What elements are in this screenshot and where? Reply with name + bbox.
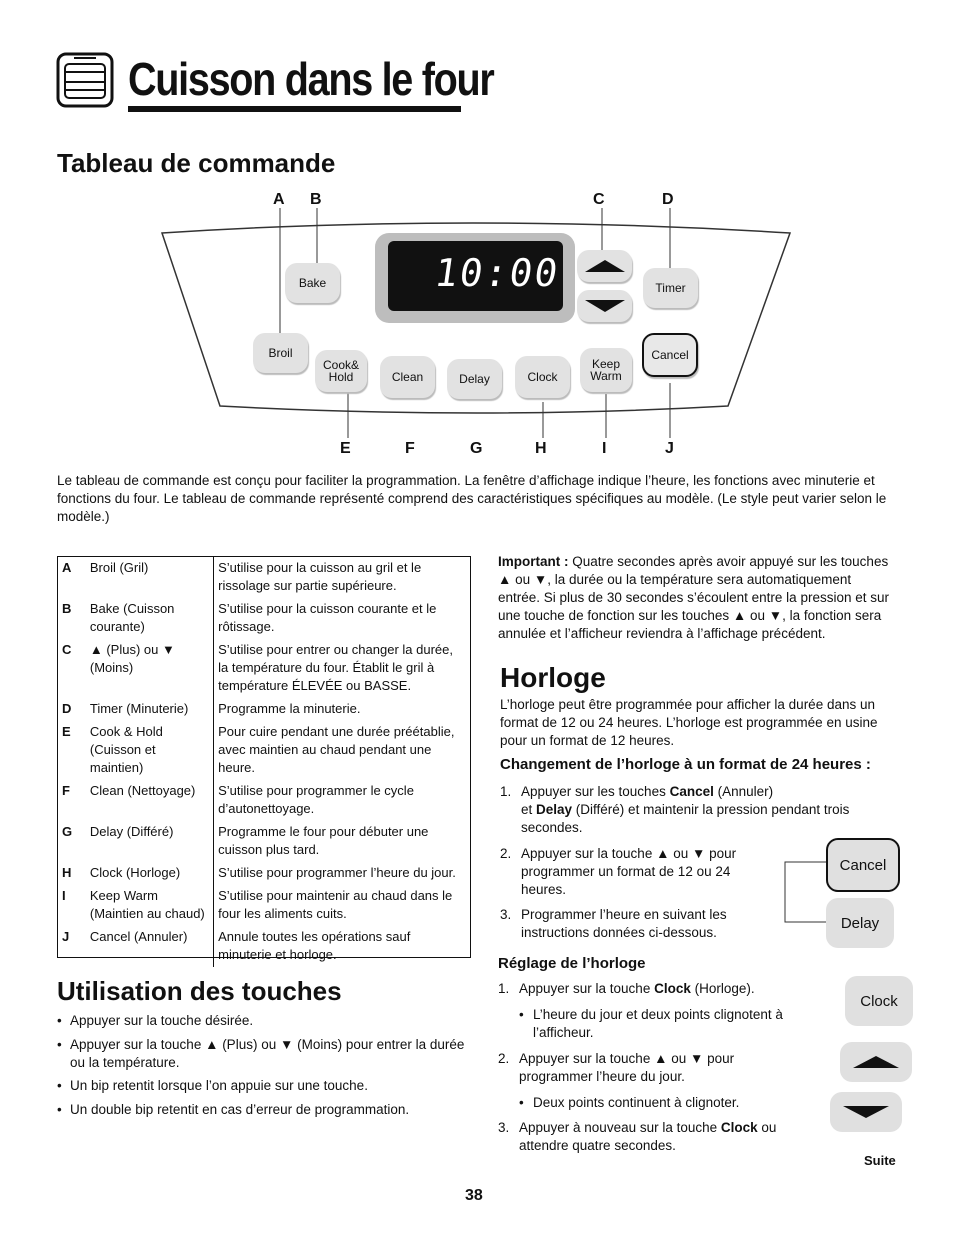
row-name: Timer (Minuterie)	[86, 698, 214, 721]
usage-heading: Utilisation des touches	[57, 976, 342, 1006]
step-number: 3.	[500, 907, 512, 922]
usage-bullet: •	[57, 1102, 62, 1117]
down-arrow-button[interactable]	[577, 290, 632, 322]
row-key: J	[62, 929, 70, 944]
label-j: J	[665, 440, 674, 457]
subheading-reglage: Réglage de l’horloge	[498, 955, 646, 972]
up-arrow-icon	[853, 1056, 899, 1068]
delay-keyword: Delay	[536, 802, 573, 817]
row-description: Programme la minuterie.	[218, 701, 361, 716]
table-row	[58, 885, 470, 926]
row-key: C	[62, 642, 72, 657]
panel-heading: Tableau de commande	[57, 148, 336, 178]
row-name: Cancel (Annuler)	[86, 926, 214, 967]
clock-button[interactable]: Clock	[515, 356, 570, 398]
table-row	[58, 862, 470, 885]
up-arrow-button[interactable]	[577, 250, 632, 282]
horloge-heading: Horloge	[500, 662, 606, 693]
clock-keyword: Clock	[654, 981, 691, 996]
keep-warm-button[interactable]: Keep Warm	[580, 348, 632, 392]
row-name: Cook & Hold (Cuisson et maintien)	[86, 721, 214, 780]
step-text-part: et	[521, 802, 537, 817]
important-text: Quatre secondes après avoir appuyé sur les touches ▲ ou ▼, la durée ou la température sera automatiquement entrée. Si plus de 30 secondes s’écoulent entre la pression et sur une touche de fonction sur les touches ▲ ou ▼, la fonction sera annulée et l’afficheur reviendra à l’affichage précédent.	[498, 554, 889, 641]
step-text-part: (Horloge).	[690, 981, 755, 996]
step-text: Appuyer sur la touche ▲ ou ▼ pour programmer un format de 12 ou 24 heures.	[521, 846, 737, 897]
usage-bullet: •	[57, 1037, 62, 1052]
bake-button[interactable]: Bake	[285, 263, 340, 303]
up-arrow-icon	[585, 260, 625, 272]
step-text-part: Appuyer à nouveau sur la touche	[519, 1120, 721, 1135]
cancel-keyword: Cancel	[669, 784, 714, 799]
subheading-24h: Changement de l’horloge à un format de 24 heures :	[500, 756, 871, 773]
timer-button[interactable]: Timer	[643, 268, 698, 308]
clock-keyword: Clock	[720, 1120, 758, 1135]
row-key: E	[62, 724, 71, 739]
important-label: Important :	[498, 554, 569, 569]
row-description: S’utilise pour la cuisson courante et le rôtissage.	[218, 601, 437, 634]
label-c: C	[593, 191, 605, 208]
step-text	[519, 980, 819, 998]
cancel-side-button[interactable]: Cancel	[826, 838, 900, 892]
row-name: Broil (Gril)	[86, 557, 214, 598]
controls-table-body	[58, 557, 470, 967]
row-key: I	[62, 888, 66, 903]
sub-bullet-text: L’heure du jour et deux points clignotent à l’afficheur.	[533, 1007, 783, 1040]
sub-bullet-text: Deux points continuent à clignoter.	[533, 1095, 740, 1110]
broil-button[interactable]: Broil	[253, 333, 308, 373]
table-row	[58, 926, 470, 967]
row-key: G	[62, 824, 73, 839]
step-text-part: Appuyer sur les touches	[521, 784, 670, 799]
usage-bullet-text: Appuyer sur la touche désirée.	[70, 1013, 254, 1028]
cook-hold-button[interactable]: Cook& Hold	[315, 350, 367, 392]
label-e: E	[340, 440, 351, 457]
horloge-intro: L’horloge peut être programmée pour afficher la durée dans un format de 12 ou 24 heures. L’horloge est programmée en usine pour un format de 12 heures.	[500, 697, 878, 748]
step-text	[521, 783, 866, 837]
row-name: Clean (Nettoyage)	[86, 780, 214, 821]
row-name: Keep Warm (Maintien au chaud)	[86, 885, 214, 926]
row-description: S’utilise pour la cuisson au gril et le rissolage sur partie supérieure.	[218, 560, 422, 593]
label-g: G	[470, 440, 483, 457]
panel-display: 10:00	[431, 251, 563, 295]
step-number: 1.	[498, 981, 510, 996]
step-text-part: Appuyer sur la touche	[519, 981, 655, 996]
row-key: F	[62, 783, 70, 798]
page-number: 38	[465, 1187, 483, 1204]
down-arrow-icon	[843, 1106, 889, 1118]
row-key: D	[62, 701, 72, 716]
row-description: Pour cuire pendant une durée préétablie, avec maintien au chaud pendant une heure.	[218, 724, 455, 775]
row-key: H	[62, 865, 72, 880]
row-name: Clock (Horloge)	[86, 862, 214, 885]
row-description: Annule toutes les opérations sauf minuterie et horloge.	[218, 929, 411, 962]
oven-icon	[56, 52, 114, 108]
table-row	[58, 780, 470, 821]
label-b: B	[310, 191, 322, 208]
delay-button[interactable]: Delay	[447, 359, 502, 399]
table-row	[58, 698, 470, 721]
row-key: B	[62, 601, 72, 616]
label-d: D	[662, 191, 674, 208]
step-text	[519, 1119, 784, 1155]
page-title: Cuisson dans le four	[128, 53, 494, 105]
usage-bullet: •	[57, 1078, 62, 1093]
row-name: Bake (Cuisson courante)	[86, 598, 214, 639]
table-row	[58, 557, 470, 598]
row-name: Delay (Différé)	[86, 821, 214, 862]
sub-bullet: •	[519, 1007, 524, 1022]
clock-side-button[interactable]: Clock	[845, 976, 913, 1026]
label-a: A	[273, 191, 285, 208]
usage-bullet-text: Appuyer sur la touche ▲ (Plus) ou ▼ (Moins) pour entrer la durée ou la température.	[70, 1037, 465, 1070]
row-description: Programme le four pour débuter une cuisson plus tard.	[218, 824, 429, 857]
row-name: ▲ (Plus) ou ▼ (Moins)	[86, 639, 214, 698]
step-text-part: (Annuler)	[713, 784, 774, 799]
row-key: A	[62, 560, 72, 575]
step-text-part: (Différé) et maintenir la pression pendant trois secondes.	[521, 802, 850, 835]
label-i: I	[602, 440, 607, 457]
panel-description: Le tableau de commande est conçu pour faciliter la programmation. La fenêtre d’affichage indique l’heure, les fonctions avec minuterie et fonctions du four. Le tableau de commande représenté comprend des caractéristiques spécifiques au modèle. (Le style peut varier selon le modèle.)	[57, 473, 887, 524]
step-text-part: ou attendre quatre secondes.	[519, 1120, 777, 1153]
usage-bullet-text: Un bip retentit lorsque l’on appuie sur une touche.	[70, 1078, 368, 1093]
row-description: S’utilise pour programmer l’heure du jour.	[218, 865, 456, 880]
step-number: 2.	[500, 846, 512, 861]
control-panel-diagram	[150, 188, 800, 463]
row-description: S’utilise pour maintenir au chaud dans le four les aliments cuits.	[218, 888, 453, 921]
step-number: 1.	[500, 784, 512, 799]
title-underline	[128, 106, 461, 112]
cancel-button[interactable]: Cancel	[642, 333, 698, 377]
label-h: H	[535, 440, 547, 457]
step-number: 3.	[498, 1120, 510, 1135]
usage-bullet: •	[57, 1013, 62, 1028]
step-number: 2.	[498, 1051, 510, 1066]
step-text: Programmer l’heure en suivant les instructions données ci-dessous.	[521, 907, 727, 940]
important-note	[498, 553, 896, 643]
delay-side-button[interactable]: Delay	[826, 898, 894, 948]
continued-label: Suite	[864, 1153, 896, 1168]
sub-bullet: •	[519, 1095, 524, 1110]
up-side-button[interactable]	[840, 1042, 912, 1082]
table-row	[58, 598, 470, 639]
label-f: F	[405, 440, 415, 457]
step-text: Appuyer sur la touche ▲ ou ▼ pour programmer l’heure du jour.	[519, 1051, 735, 1084]
controls-table	[57, 556, 471, 962]
bracket-connector	[782, 842, 832, 932]
table-row	[58, 821, 470, 862]
row-description: S’utilise pour entrer ou changer la durée, la température du four. Établit le gril à température ÉLEVÉE ou BASSE.	[218, 642, 453, 693]
clean-button[interactable]: Clean	[380, 356, 435, 398]
table-row	[58, 639, 470, 698]
down-arrow-icon	[585, 300, 625, 312]
down-side-button[interactable]	[830, 1092, 902, 1132]
table-row	[58, 721, 470, 780]
row-description: S’utilise pour programmer le cycle d’autonettoyage.	[218, 783, 414, 816]
usage-bullet-text: Un double bip retentit en cas d’erreur de programmation.	[70, 1102, 410, 1117]
